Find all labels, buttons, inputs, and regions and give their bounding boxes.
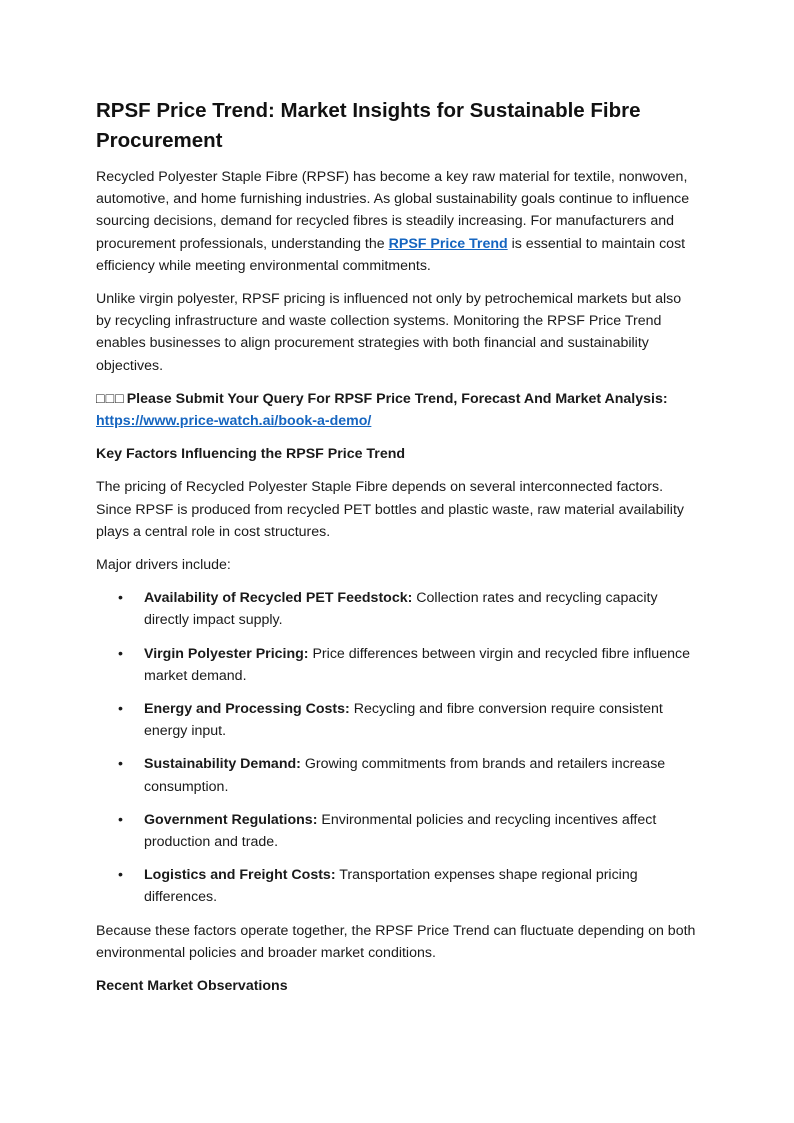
rpsf-price-trend-link[interactable]: RPSF Price Trend — [388, 235, 508, 252]
query-text: Please Submit Your Query For RPSF Price Trend, Forecast And Market Analysis: — [126, 390, 668, 407]
bullet-icon: • — [118, 590, 123, 607]
query-call-to-action — [96, 388, 698, 432]
list-item — [96, 809, 698, 853]
driver-text: Transportation expenses shape regional pricing differences. — [144, 867, 638, 906]
drivers-list — [96, 587, 698, 908]
missing-glyph-icons: □□□ — [96, 390, 125, 407]
bullet-icon: • — [118, 645, 123, 662]
driver-term: Availability of Recycled PET Feedstock: — [144, 590, 413, 607]
second-paragraph: Unlike virgin polyester, RPSF pricing is influenced not only by petrochemical markets but also by recycling infrastructure and waste collection systems. Monitoring the RPSF Price Trend enables businesses to align procurement strategies with both financial and sustainability objectives. — [96, 291, 682, 374]
driver-text: Recycling and fibre conversion require consistent energy input. — [144, 701, 663, 740]
intro-paragraph — [96, 166, 698, 277]
driver-term: Government Regulations: — [144, 811, 318, 828]
driver-text: Price differences between virgin and recycled fibre influence market demand. — [144, 645, 690, 684]
driver-text: Environmental policies and recycling incentives affect production and trade. — [144, 811, 657, 851]
driver-term: Logistics and Freight Costs: — [144, 867, 336, 884]
intro-text-after-link: is essential to maintain cost efficiency while meeting environmental commitments. — [96, 235, 686, 274]
list-item — [96, 587, 698, 631]
conclusion-paragraph: Because these factors operate together, the RPSF Price Trend can fluctuate depending on both environmental policies and broader market conditions. — [96, 922, 696, 961]
driver-term: Sustainability Demand: — [144, 756, 301, 773]
bullet-icon: • — [118, 701, 123, 718]
intro-text-before-link: Recycled Polyester Staple Fibre (RPSF) has become a key raw material for textile, nonwoven, automotive, and home furnishing industries. As global sustainability goals continue to influence sourcing decisions, demand for recycled fibres is steadily increasing. For manufacturers and procurement professionals, understanding the — [96, 169, 690, 252]
bullet-icon: • — [118, 867, 123, 884]
section-heading-recent-observations: Recent Market Observations — [96, 978, 288, 995]
key-factors-paragraph: The pricing of Recycled Polyester Staple Fibre depends on several interconnected factors. Since RPSF is produced from recycled PET bottles and plastic waste, raw material availability plays a central role in cost structures. — [96, 479, 684, 540]
drivers-intro: Major drivers include: — [96, 557, 231, 574]
bullet-icon: • — [118, 811, 123, 828]
driver-term: Virgin Polyester Pricing: — [144, 645, 309, 662]
driver-text: Collection rates and recycling capacity directly impact supply. — [144, 590, 658, 629]
list-item — [96, 643, 698, 687]
section-heading-key-factors: Key Factors Influencing the RPSF Price Trend — [96, 446, 406, 463]
list-item — [96, 864, 698, 908]
list-item — [96, 698, 698, 742]
driver-term: Energy and Processing Costs: — [144, 701, 350, 718]
document-page — [96, 96, 698, 1008]
book-a-demo-link[interactable]: https://www.price-watch.ai/book-a-demo/ — [96, 413, 372, 430]
list-item — [96, 753, 698, 797]
page-title: RPSF Price Trend: Market Insights for Sustainable Fibre Procurement — [96, 99, 641, 152]
bullet-icon: • — [118, 756, 123, 773]
driver-text: Growing commitments from brands and retailers increase consumption. — [144, 756, 666, 795]
